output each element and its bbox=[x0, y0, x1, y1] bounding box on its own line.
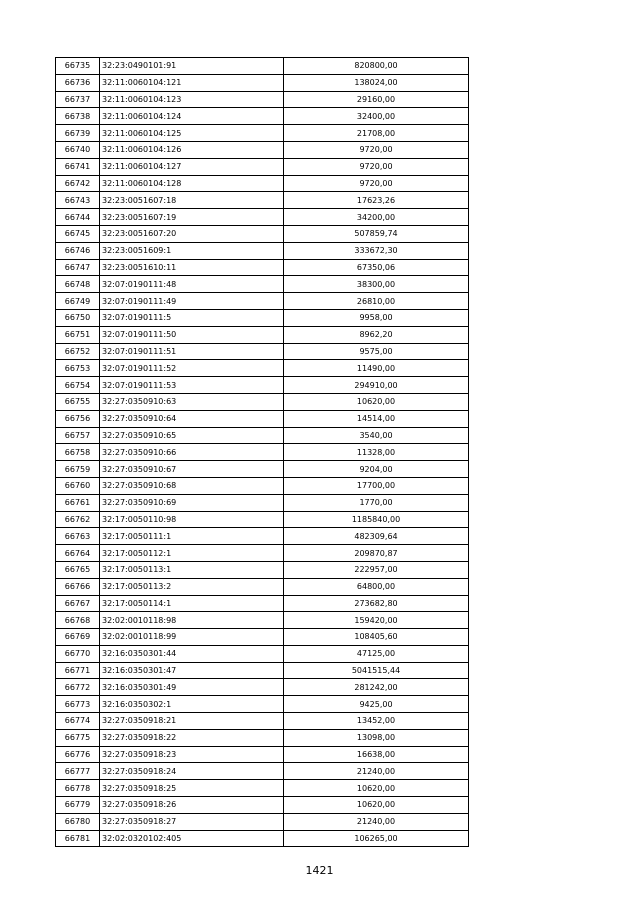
value-cell: 9720,00 bbox=[284, 141, 469, 158]
cadastral-number-cell: 32:16:0350301:44 bbox=[100, 645, 284, 662]
value-cell: 482309,64 bbox=[284, 528, 469, 545]
value-cell: 17623,26 bbox=[284, 192, 469, 209]
row-number-cell: 66745 bbox=[56, 225, 100, 242]
row-number-cell: 66772 bbox=[56, 679, 100, 696]
row-number-cell: 66762 bbox=[56, 511, 100, 528]
cadastral-number-cell: 32:27:0350918:26 bbox=[100, 797, 284, 814]
value-cell: 294910,00 bbox=[284, 377, 469, 394]
row-number-cell: 66779 bbox=[56, 797, 100, 814]
row-number-cell: 66774 bbox=[56, 713, 100, 730]
cadastral-number-cell: 32:17:0050114:1 bbox=[100, 595, 284, 612]
row-number-cell: 66761 bbox=[56, 494, 100, 511]
value-cell: 106265,00 bbox=[284, 830, 469, 847]
cadastral-number-cell: 32:11:0060104:124 bbox=[100, 108, 284, 125]
value-cell: 9720,00 bbox=[284, 158, 469, 175]
data-table bbox=[55, 57, 469, 847]
table-row bbox=[56, 629, 469, 646]
table-row bbox=[56, 427, 469, 444]
table-row bbox=[56, 209, 469, 226]
table-row bbox=[56, 360, 469, 377]
cadastral-number-cell: 32:07:0190111:53 bbox=[100, 377, 284, 394]
table-row bbox=[56, 662, 469, 679]
value-cell: 13452,00 bbox=[284, 713, 469, 730]
table-row bbox=[56, 780, 469, 797]
row-number-cell: 66760 bbox=[56, 477, 100, 494]
row-number-cell: 66771 bbox=[56, 662, 100, 679]
value-cell: 14514,00 bbox=[284, 410, 469, 427]
table-row bbox=[56, 225, 469, 242]
table-row bbox=[56, 830, 469, 847]
cadastral-number-cell: 32:11:0060104:128 bbox=[100, 175, 284, 192]
cadastral-number-cell: 32:27:0350910:64 bbox=[100, 410, 284, 427]
table-row bbox=[56, 326, 469, 343]
table-row bbox=[56, 74, 469, 91]
table-row bbox=[56, 444, 469, 461]
table-row bbox=[56, 309, 469, 326]
cadastral-number-cell: 32:27:0350918:27 bbox=[100, 813, 284, 830]
cadastral-number-cell: 32:27:0350910:66 bbox=[100, 444, 284, 461]
table-row bbox=[56, 729, 469, 746]
table-row bbox=[56, 578, 469, 595]
table-row bbox=[56, 494, 469, 511]
cadastral-number-cell: 32:07:0190111:50 bbox=[100, 326, 284, 343]
row-number-cell: 66768 bbox=[56, 612, 100, 629]
table-row bbox=[56, 679, 469, 696]
cadastral-number-cell: 32:02:0010118:98 bbox=[100, 612, 284, 629]
cadastral-number-cell: 32:02:0320102:405 bbox=[100, 830, 284, 847]
table-row bbox=[56, 293, 469, 310]
value-cell: 32400,00 bbox=[284, 108, 469, 125]
value-cell: 21240,00 bbox=[284, 763, 469, 780]
value-cell: 67350,06 bbox=[284, 259, 469, 276]
value-cell: 222957,00 bbox=[284, 561, 469, 578]
cadastral-number-cell: 32:27:0350910:63 bbox=[100, 393, 284, 410]
row-number-cell: 66753 bbox=[56, 360, 100, 377]
row-number-cell: 66758 bbox=[56, 444, 100, 461]
cadastral-number-cell: 32:27:0350910:69 bbox=[100, 494, 284, 511]
row-number-cell: 66736 bbox=[56, 74, 100, 91]
row-number-cell: 66740 bbox=[56, 141, 100, 158]
row-number-cell: 66752 bbox=[56, 343, 100, 360]
table-row bbox=[56, 343, 469, 360]
table-row bbox=[56, 91, 469, 108]
value-cell: 507859,74 bbox=[284, 225, 469, 242]
table-row bbox=[56, 545, 469, 562]
cadastral-number-cell: 32:17:0050111:1 bbox=[100, 528, 284, 545]
value-cell: 11328,00 bbox=[284, 444, 469, 461]
table-row bbox=[56, 713, 469, 730]
cadastral-number-cell: 32:16:0350301:47 bbox=[100, 662, 284, 679]
row-number-cell: 66757 bbox=[56, 427, 100, 444]
cadastral-number-cell: 32:23:0051610:11 bbox=[100, 259, 284, 276]
row-number-cell: 66780 bbox=[56, 813, 100, 830]
value-cell: 1185840,00 bbox=[284, 511, 469, 528]
row-number-cell: 66778 bbox=[56, 780, 100, 797]
table-row bbox=[56, 477, 469, 494]
value-cell: 9958,00 bbox=[284, 309, 469, 326]
row-number-cell: 66742 bbox=[56, 175, 100, 192]
table-row bbox=[56, 377, 469, 394]
table-row bbox=[56, 746, 469, 763]
cadastral-number-cell: 32:27:0350918:23 bbox=[100, 746, 284, 763]
table-row bbox=[56, 696, 469, 713]
value-cell: 13098,00 bbox=[284, 729, 469, 746]
row-number-cell: 66769 bbox=[56, 629, 100, 646]
row-number-cell: 66756 bbox=[56, 410, 100, 427]
value-cell: 108405,60 bbox=[284, 629, 469, 646]
table-row bbox=[56, 561, 469, 578]
value-cell: 209870,87 bbox=[284, 545, 469, 562]
value-cell: 9204,00 bbox=[284, 461, 469, 478]
table-row bbox=[56, 461, 469, 478]
value-cell: 9575,00 bbox=[284, 343, 469, 360]
cadastral-number-cell: 32:17:0050113:1 bbox=[100, 561, 284, 578]
table-body bbox=[56, 58, 469, 847]
row-number-cell: 66759 bbox=[56, 461, 100, 478]
cadastral-number-cell: 32:16:0350302:1 bbox=[100, 696, 284, 713]
value-cell: 21240,00 bbox=[284, 813, 469, 830]
row-number-cell: 66781 bbox=[56, 830, 100, 847]
cadastral-number-cell: 32:27:0350910:68 bbox=[100, 477, 284, 494]
value-cell: 26810,00 bbox=[284, 293, 469, 310]
value-cell: 10620,00 bbox=[284, 780, 469, 797]
table-row bbox=[56, 192, 469, 209]
value-cell: 10620,00 bbox=[284, 393, 469, 410]
row-number-cell: 66750 bbox=[56, 309, 100, 326]
table-row bbox=[56, 595, 469, 612]
row-number-cell: 66741 bbox=[56, 158, 100, 175]
value-cell: 16638,00 bbox=[284, 746, 469, 763]
cadastral-number-cell: 32:27:0350918:21 bbox=[100, 713, 284, 730]
row-number-cell: 66763 bbox=[56, 528, 100, 545]
row-number-cell: 66755 bbox=[56, 393, 100, 410]
value-cell: 10620,00 bbox=[284, 797, 469, 814]
cadastral-number-cell: 32:27:0350918:22 bbox=[100, 729, 284, 746]
value-cell: 1770,00 bbox=[284, 494, 469, 511]
value-cell: 11490,00 bbox=[284, 360, 469, 377]
value-cell: 38300,00 bbox=[284, 276, 469, 293]
table-row bbox=[56, 645, 469, 662]
cadastral-number-cell: 32:17:0050110:98 bbox=[100, 511, 284, 528]
value-cell: 138024,00 bbox=[284, 74, 469, 91]
table-row bbox=[56, 125, 469, 142]
row-number-cell: 66775 bbox=[56, 729, 100, 746]
cadastral-number-cell: 32:07:0190111:49 bbox=[100, 293, 284, 310]
table-row bbox=[56, 276, 469, 293]
table-row bbox=[56, 410, 469, 427]
cadastral-number-cell: 32:17:0050112:1 bbox=[100, 545, 284, 562]
value-cell: 3540,00 bbox=[284, 427, 469, 444]
row-number-cell: 66737 bbox=[56, 91, 100, 108]
cadastral-number-cell: 32:16:0350301:49 bbox=[100, 679, 284, 696]
table-row bbox=[56, 763, 469, 780]
row-number-cell: 66743 bbox=[56, 192, 100, 209]
cadastral-number-cell: 32:11:0060104:121 bbox=[100, 74, 284, 91]
value-cell: 34200,00 bbox=[284, 209, 469, 226]
value-cell: 5041515,44 bbox=[284, 662, 469, 679]
cadastral-number-cell: 32:07:0190111:5 bbox=[100, 309, 284, 326]
cadastral-number-cell: 32:17:0050113:2 bbox=[100, 578, 284, 595]
row-number-cell: 66777 bbox=[56, 763, 100, 780]
row-number-cell: 66767 bbox=[56, 595, 100, 612]
cadastral-number-cell: 32:07:0190111:51 bbox=[100, 343, 284, 360]
cadastral-number-cell: 32:23:0490101:91 bbox=[100, 58, 284, 75]
row-number-cell: 66747 bbox=[56, 259, 100, 276]
row-number-cell: 66773 bbox=[56, 696, 100, 713]
table-row bbox=[56, 58, 469, 75]
value-cell: 9425,00 bbox=[284, 696, 469, 713]
row-number-cell: 66738 bbox=[56, 108, 100, 125]
cadastral-number-cell: 32:23:0051607:20 bbox=[100, 225, 284, 242]
value-cell: 21708,00 bbox=[284, 125, 469, 142]
value-cell: 17700,00 bbox=[284, 477, 469, 494]
cadastral-number-cell: 32:23:0051607:19 bbox=[100, 209, 284, 226]
row-number-cell: 66770 bbox=[56, 645, 100, 662]
cadastral-number-cell: 32:07:0190111:52 bbox=[100, 360, 284, 377]
table-row bbox=[56, 158, 469, 175]
value-cell: 273682,80 bbox=[284, 595, 469, 612]
value-cell: 281242,00 bbox=[284, 679, 469, 696]
row-number-cell: 66764 bbox=[56, 545, 100, 562]
table-row bbox=[56, 612, 469, 629]
row-number-cell: 66751 bbox=[56, 326, 100, 343]
cadastral-number-cell: 32:07:0190111:48 bbox=[100, 276, 284, 293]
row-number-cell: 66766 bbox=[56, 578, 100, 595]
table-row bbox=[56, 141, 469, 158]
table-row bbox=[56, 108, 469, 125]
row-number-cell: 66744 bbox=[56, 209, 100, 226]
value-cell: 47125,00 bbox=[284, 645, 469, 662]
cadastral-number-cell: 32:27:0350910:67 bbox=[100, 461, 284, 478]
table-row bbox=[56, 797, 469, 814]
value-cell: 64800,00 bbox=[284, 578, 469, 595]
cadastral-number-cell: 32:11:0060104:125 bbox=[100, 125, 284, 142]
value-cell: 333672,30 bbox=[284, 242, 469, 259]
cadastral-number-cell: 32:23:0051607:18 bbox=[100, 192, 284, 209]
cadastral-number-cell: 32:02:0010118:99 bbox=[100, 629, 284, 646]
row-number-cell: 66748 bbox=[56, 276, 100, 293]
cadastral-number-cell: 32:11:0060104:127 bbox=[100, 158, 284, 175]
value-cell: 159420,00 bbox=[284, 612, 469, 629]
cadastral-number-cell: 32:23:0051609:1 bbox=[100, 242, 284, 259]
table-row bbox=[56, 511, 469, 528]
row-number-cell: 66746 bbox=[56, 242, 100, 259]
value-cell: 820800,00 bbox=[284, 58, 469, 75]
cadastral-number-cell: 32:11:0060104:123 bbox=[100, 91, 284, 108]
row-number-cell: 66749 bbox=[56, 293, 100, 310]
cadastral-number-cell: 32:27:0350910:65 bbox=[100, 427, 284, 444]
value-cell: 8962,20 bbox=[284, 326, 469, 343]
cadastral-number-cell: 32:27:0350918:25 bbox=[100, 780, 284, 797]
cadastral-number-cell: 32:11:0060104:126 bbox=[100, 141, 284, 158]
table-row bbox=[56, 259, 469, 276]
cadastral-number-cell: 32:27:0350918:24 bbox=[100, 763, 284, 780]
row-number-cell: 66754 bbox=[56, 377, 100, 394]
table-row bbox=[56, 813, 469, 830]
row-number-cell: 66765 bbox=[56, 561, 100, 578]
row-number-cell: 66739 bbox=[56, 125, 100, 142]
value-cell: 29160,00 bbox=[284, 91, 469, 108]
table-row bbox=[56, 528, 469, 545]
value-cell: 9720,00 bbox=[284, 175, 469, 192]
row-number-cell: 66735 bbox=[56, 58, 100, 75]
table-row bbox=[56, 393, 469, 410]
table-row bbox=[56, 175, 469, 192]
row-number-cell: 66776 bbox=[56, 746, 100, 763]
table-row bbox=[56, 242, 469, 259]
page-number: 1421 bbox=[305, 864, 334, 877]
